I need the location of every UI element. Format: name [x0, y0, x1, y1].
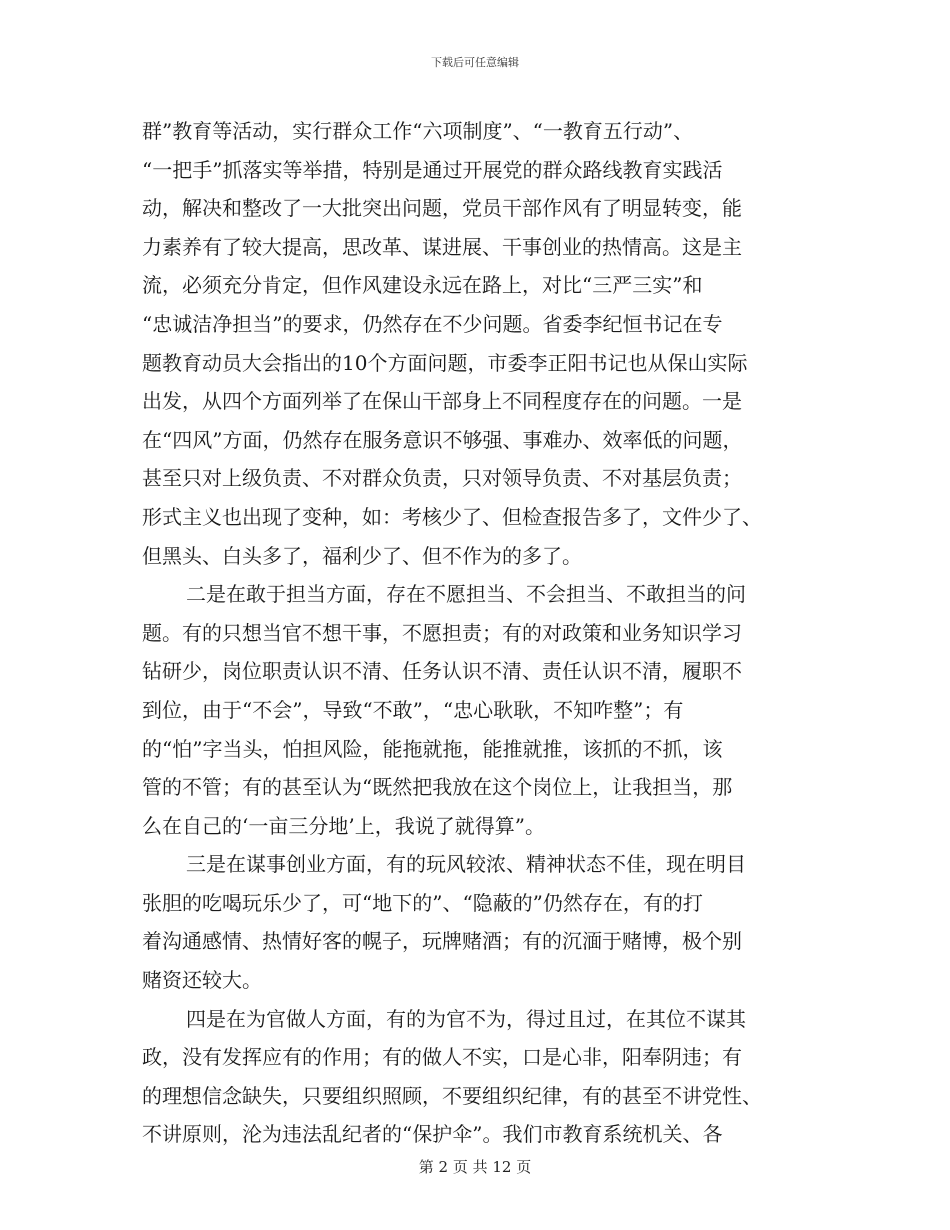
text-line: 出发，从四个方面列举了在保山干部身上不同程度存在的问题。一是: [142, 389, 742, 414]
text-line: 流，必须充分肯定，但作风建设永远在路上，对比“三严三实”和: [142, 273, 703, 298]
text-line: “一把手”抓落实等举措，特别是通过开展党的群众路线教育实践活: [142, 157, 723, 182]
text-line: “忠诚洁净担当”的要求，仍然存在不少问题。省委李纪恒书记在专: [142, 311, 723, 336]
text-line: 形式主义也出现了变种，如：考核少了、但检查报告多了，文件少了、: [142, 504, 762, 529]
text-line: 的理想信念缺失，只要组织照顾，不要组织纪律，有的甚至不讲党性、: [142, 1083, 762, 1108]
document-body: [142, 112, 802, 1154]
text-line: 但黑头、白头多了，福利少了、但不作为的多了。: [142, 543, 582, 568]
text-line: 赌资还较大。: [142, 968, 262, 993]
text-line: 管的不管；有的甚至认为“既然把我放在这个岗位上，让我担当，那: [142, 775, 733, 800]
paragraph-start-line: 三是在谋事创业方面，有的玩风较浓、精神状态不佳，现在明目: [186, 852, 746, 877]
page-header: 下载后可任意编辑: [431, 56, 519, 69]
text-line: 钻研少，岗位职责认识不清、任务认识不清、责任认识不清，履职不: [142, 659, 742, 684]
text-line: 着沟通感情、热情好客的幌子，玩牌赌酒；有的沉湎于赌博，极个别: [142, 929, 742, 954]
text-line: 题。有的只想当官不想干事，不愿担责；有的对政策和业务知识学习: [142, 620, 742, 645]
text-line: 的“怕”字当头，怕担风险，能拖就拖，能推就推，该抓的不抓，该: [142, 736, 723, 761]
text-line: 力素养有了较大提高，思改革、谋进展、干事创业的热情高。这是主: [142, 234, 742, 259]
text-line: 到位，由于“不会”，导致“不敢”，“忠心耿耿，不知咋整”；有: [142, 697, 684, 722]
text-line: 动，解决和整改了一大批突出问题，党员干部作风有了明显转变，能: [142, 196, 742, 221]
text-line: 政，没有发挥应有的作用；有的做人不实，口是心非，阳奉阴违；有: [142, 1045, 742, 1070]
page-number-footer: 第 2 页 共 12 页: [418, 1158, 532, 1176]
text-line: 么在自己的‘一亩三分地’上，我说了就得算”。: [142, 813, 545, 838]
text-line: 群”教育等活动，实行群众工作“六项制度”、“一教育五行动”、: [142, 119, 694, 143]
paragraph-start-line: 二是在敢于担当方面，存在不愿担当、不会担当、不敢担当的问: [186, 582, 746, 607]
text-line: 在“四风”方面，仍然存在服务意识不够强、事难办、效率低的问题，: [142, 427, 743, 452]
text-line: 不讲原则，沦为违法乱纪者的“保护伞”。我们市教育系统机关、各: [142, 1122, 723, 1147]
text-line: 题教育动员大会指出的10个方面问题，市委李正阳书记也从保山实际: [142, 350, 748, 375]
text-line: 甚至只对上级负责、不对群众负责，只对领导负责、不对基层负责；: [142, 466, 742, 491]
paragraph-start-line: 四是在为官做人方面，有的为官不为，得过且过，在其位不谋其: [186, 1006, 746, 1031]
text-line: 张胆的吃喝玩乐少了，可“地下的”、“隐蔽的”仍然存在，有的打: [142, 890, 703, 915]
